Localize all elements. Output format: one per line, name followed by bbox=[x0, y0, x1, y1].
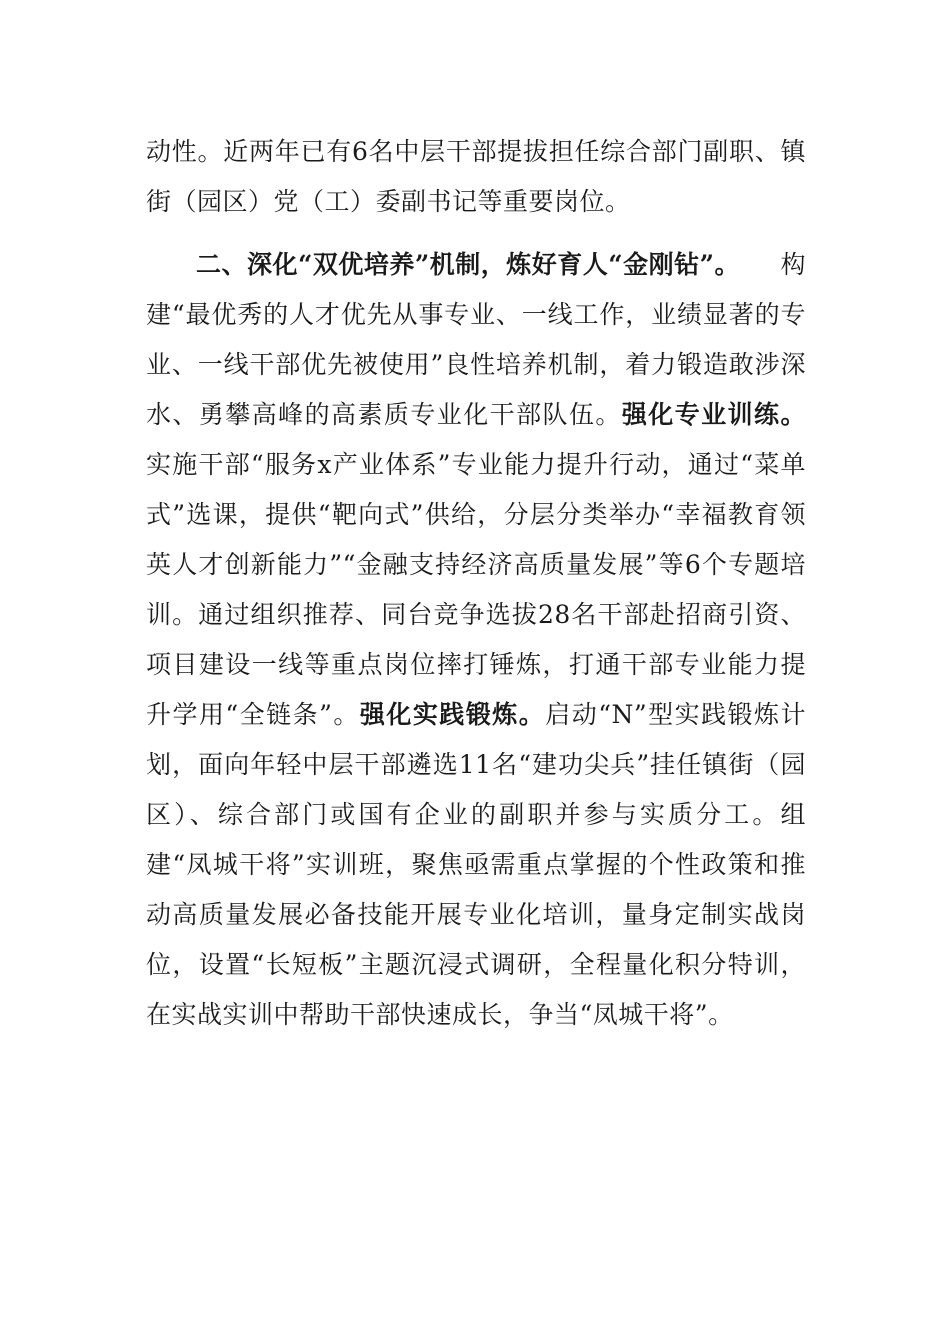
practice-training-text: 启动“N”型实践锻炼计划，面向年轻中层干部遴选11名“建功尖兵”挂任镇街（园区）、综合部门或国有企业的副职并参与实质分工。组建“凤城干将”实训班，聚焦亟需重点掌握的个性政策和推动高质量发展必备技能开展专业化培训，量身定制实战岗位，设置“长短板”主题沉浸式调研，全程量化积分特训，在实战实训中帮助干部快速成长，争当“凤城干将”。 bbox=[146, 700, 806, 1029]
section-heading: 二、深化“双优培养”机制，炼好育人“金刚钻”。 bbox=[196, 250, 741, 279]
subheading-professional-training: 强化专业训练。 bbox=[621, 400, 806, 429]
subheading-practice-training: 强化实践锻炼。 bbox=[359, 700, 546, 729]
section-paragraph bbox=[146, 240, 806, 1040]
paragraph-continuation: 动性。近两年已有6名中层干部提拔担任综合部门副职、镇街（园区）党（工）委副书记等重要岗位。 bbox=[146, 137, 806, 216]
section-intro-text: 构建“最优秀的人才优先从事专业、一线工作，业绩显著的专业、一线干部优先被使用”良性培养机制，着力锻造敢涉深水、勇攀高峰的高素质专业化干部队伍。 bbox=[146, 250, 806, 429]
professional-training-text: 实施干部“服务x产业体系”专业能力提升行动，通过“菜单式”选课，提供“靶向式”供给，分层分类举办“幸福教育领英人才创新能力”“金融支持经济高质量发展”等6个专题培训。通过组织推荐、同台竞争选拔28名干部赴招商引资、项目建设一线等重点岗位摔打锤炼，打通干部专业能力提升学用“全链条”。 bbox=[146, 450, 806, 729]
